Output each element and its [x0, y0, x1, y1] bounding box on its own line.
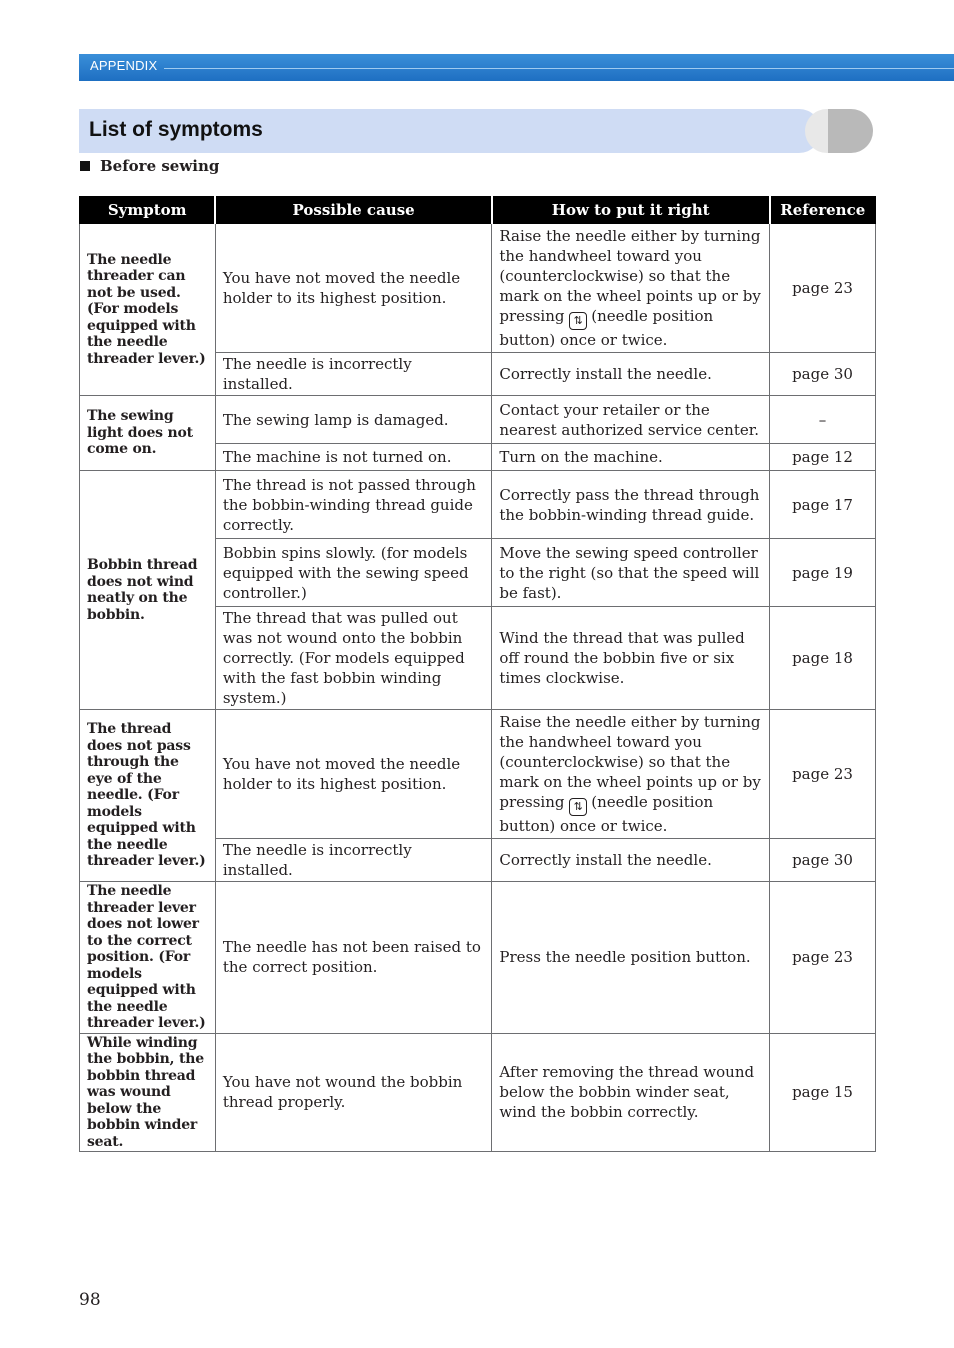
remedy-cell: Correctly install the needle.: [492, 353, 770, 396]
remedy-cell: Move the sewing speed controller to the right (so that the speed will be fast).: [492, 539, 770, 607]
cause-cell: You have not wound the bobbin thread properly.: [215, 1033, 492, 1152]
remedy-cell: Contact your retailer or the nearest authorized service center.: [492, 396, 770, 444]
remedy-cell: After removing the thread wound below the bobbin winder seat, wind the bobbin correctly.: [492, 1033, 770, 1152]
symptom-cell: The needle threader can not be used. (For models equipped with the needle threader lever.): [80, 224, 216, 396]
symptom-cell: The needle threader lever does not lower to the correct position. (For models equipped with the needle threader lever.): [80, 882, 216, 1034]
page-title: List of symptoms: [89, 118, 263, 141]
table-row: [80, 882, 876, 1034]
cause-cell: The needle is incorrectly installed.: [215, 839, 492, 882]
reference-cell: page 23: [770, 224, 876, 353]
cause-cell: You have not moved the needle holder to its highest position.: [215, 710, 492, 839]
remedy-cell: Press the needle position button.: [492, 882, 770, 1034]
page-number: 98: [79, 1290, 101, 1310]
remedy-cell: Wind the thread that was pulled off round the bobbin five or six times clockwise.: [492, 607, 770, 710]
table-row: [80, 1033, 876, 1152]
table-row: [80, 710, 876, 839]
remedy-cell: Correctly install the needle.: [492, 839, 770, 882]
reference-cell: page 23: [770, 882, 876, 1034]
section-label: APPENDIX: [90, 58, 158, 73]
column-header-cause: Possible cause: [215, 197, 492, 224]
reference-cell: –: [770, 396, 876, 444]
remedy-text: Raise the needle either by turning the handwheel toward you (counterclockwise) so that the mark on the wheel points up or by pressing: [499, 713, 761, 811]
cause-cell: The machine is not turned on.: [215, 444, 492, 471]
title-tab-decoration-dark: [828, 109, 873, 153]
remedy-text-suffix: (needle position button) once or twice.: [499, 307, 714, 349]
appendix-header-bar: [79, 54, 954, 81]
reference-cell: page 19: [770, 539, 876, 607]
column-header-symptom: Symptom: [80, 197, 216, 224]
symptoms-table: [79, 196, 876, 1152]
reference-cell: page 12: [770, 444, 876, 471]
table-row: [80, 224, 876, 353]
table-header-row: [80, 197, 876, 224]
cause-cell: You have not moved the needle holder to its highest position.: [215, 224, 492, 353]
reference-cell: page 17: [770, 471, 876, 539]
cause-cell: The sewing lamp is damaged.: [215, 396, 492, 444]
table-row: [80, 396, 876, 444]
reference-cell: page 15: [770, 1033, 876, 1152]
symptom-cell: The sewing light does not come on.: [80, 396, 216, 471]
remedy-cell: [492, 224, 770, 353]
cause-cell: The thread is not passed through the bobbin-winding thread guide correctly.: [215, 471, 492, 539]
symptom-cell: While winding the bobbin, the bobbin thread was wound below the bobbin winder seat.: [80, 1033, 216, 1152]
table-row: [80, 471, 876, 539]
remedy-text: Raise the needle either by turning the handwheel toward you (counterclockwise) so that the mark on the wheel points up or by pressing: [499, 227, 761, 325]
column-header-remedy: How to put it right: [492, 197, 770, 224]
remedy-cell: Correctly pass the thread through the bobbin-winding thread guide.: [492, 471, 770, 539]
needle-position-button-icon: ⇅: [569, 798, 587, 816]
remedy-text-suffix: (needle position button) once or twice.: [499, 793, 714, 835]
reference-cell: page 30: [770, 353, 876, 396]
header-divider: [164, 68, 954, 69]
cause-cell: The needle is incorrectly installed.: [215, 353, 492, 396]
reference-cell: page 23: [770, 710, 876, 839]
cause-cell: Bobbin spins slowly. (for models equipped with the sewing speed controller.): [215, 539, 492, 607]
symptom-cell: The thread does not pass through the eye of the needle. (For models equipped with the needle threader lever.): [80, 710, 216, 882]
subsection-heading: [80, 157, 219, 175]
reference-cell: page 18: [770, 607, 876, 710]
subsection-title: Before sewing: [100, 157, 220, 175]
square-bullet-icon: [80, 161, 90, 171]
cause-cell: The needle has not been raised to the correct position.: [215, 882, 492, 1034]
reference-cell: page 30: [770, 839, 876, 882]
remedy-cell: [492, 710, 770, 839]
symptom-cell: Bobbin thread does not wind neatly on the bobbin.: [80, 471, 216, 710]
remedy-cell: Turn on the machine.: [492, 444, 770, 471]
title-band: [79, 109, 821, 153]
needle-position-button-icon: ⇅: [569, 312, 587, 330]
cause-cell: The thread that was pulled out was not wound onto the bobbin correctly. (For models equipped with the fast bobbin winding system.): [215, 607, 492, 710]
column-header-reference: Reference: [770, 197, 876, 224]
